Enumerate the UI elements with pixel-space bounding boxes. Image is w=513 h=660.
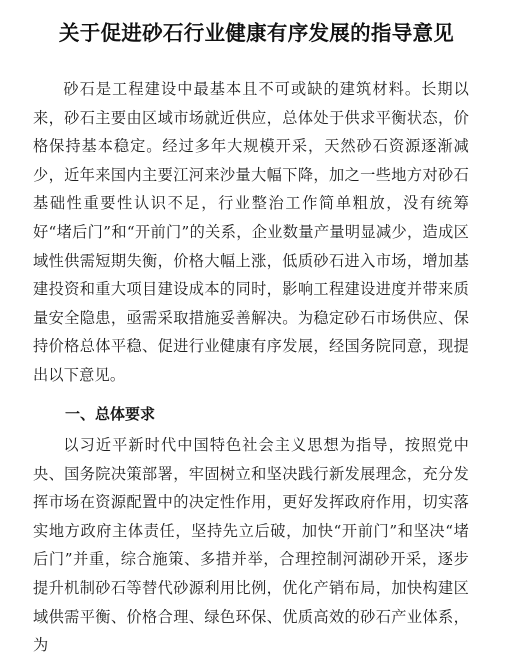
document-title: 关于促进砂石行业健康有序发展的指导意见 xyxy=(58,21,455,45)
intro-paragraph: 砂石是工程建设中最基本且不可或缺的建筑材料。长期以来，砂石主要由区域市场就近供应，总体处于供求平衡状态，价格保持基本稳定。经过多年大规模开采，天然砂石资源逐渐减少，近年来国内主要江河来沙量大幅下降，加之一些地方对砂石基础性重要性认识不足，行业整治工作简单粗放，没有统筹好“堵后门”和“开前门”的关系，企业数量产量明显减少，造成区域性供需短期失衡，价格大幅上涨，低质砂石进入市场，增加基建投资和重大项目建设成本的同时，影响工程建设进度并带来质量安全隐患，亟需采取措施妥善解决。为稳定砂石市场供应、保持价格总体平稳、促进行业健康有序发展，经国务院同意，现提出以下意见。 xyxy=(33,80,469,384)
general-requirements-paragraph: 以习近平新时代中国特色社会主义思想为指导，按照党中央、国务院决策部署，牢固树立和坚决践行新发展理念，充分发挥市场在资源配置中的决定性作用，更好发挥政府作用，切实落实地方政府主体责任，坚持先立后破，加快“开前门”和坚决“堵后门”并重，综合施策、多措并举，合理控制河湖砂开采，逐步提升机制砂石等替代砂源利用比例，优化产销布局，加快构建区域供需平衡、价格合理、绿色环保、优质高效的砂石产业体系，为 xyxy=(33,436,469,655)
section-heading-general-requirements: 一、总体要求 xyxy=(65,405,156,423)
